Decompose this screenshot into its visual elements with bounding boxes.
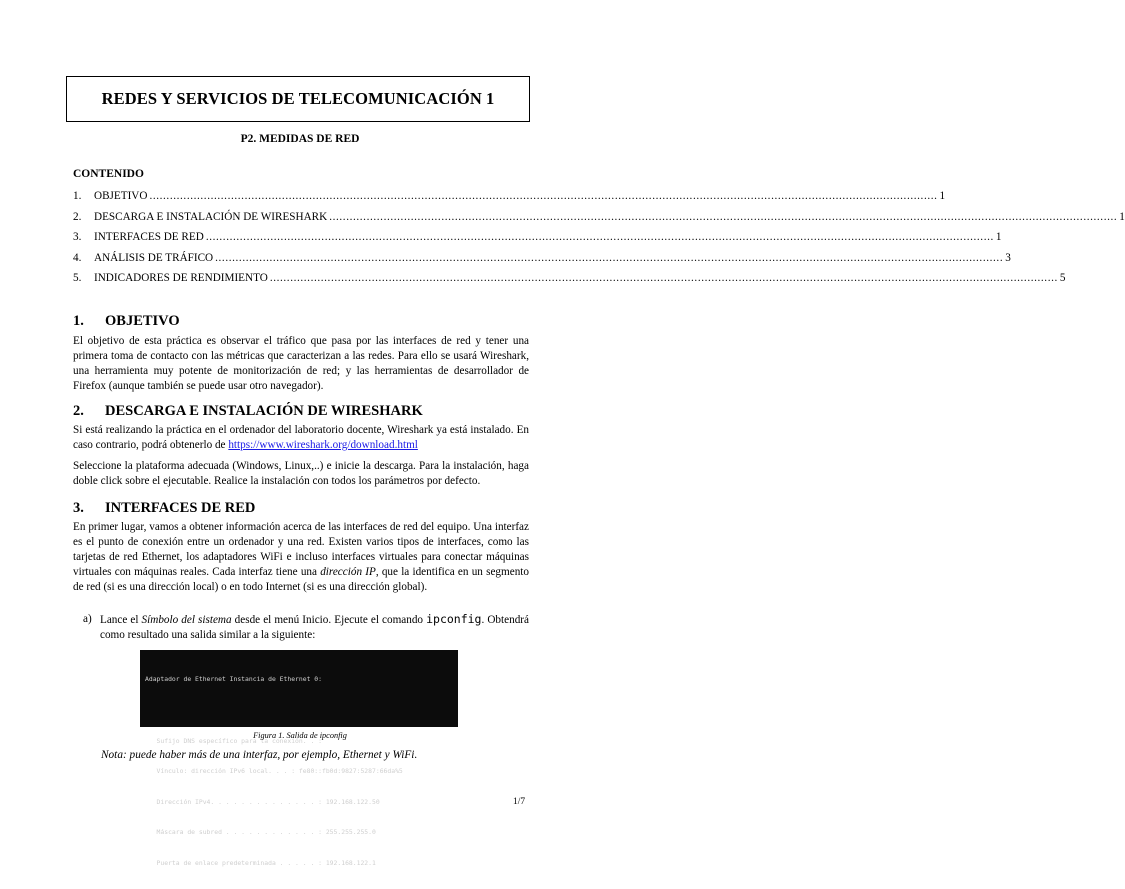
- simbolo-sistema-term: Símbolo del sistema: [141, 614, 232, 626]
- step-text-2: desde el menú Inicio. Ejecute el comando: [231, 614, 427, 626]
- section-heading-descarga: [73, 403, 423, 420]
- toc-entry-label: OBJETIVO: [94, 190, 148, 202]
- document-subtitle: P2. MEDIDAS DE RED: [240, 133, 360, 145]
- page-number: 1/7: [513, 797, 526, 807]
- toc-entry-number: 4.: [73, 251, 82, 264]
- ipconfig-command: ipconfig: [426, 612, 482, 626]
- section-title: INTERFACES DE RED: [105, 500, 256, 516]
- step-text-3: . Obtendrá como resultado una salida similar a la siguiente:: [100, 614, 529, 641]
- toc-entry-number: 1.: [73, 190, 82, 202]
- descarga-text: Si está realizando la práctica en el ordenador del laboratorio docente, Wireshark ya está instalado. En caso contrario, podrá obtenerlo de: [73, 424, 529, 451]
- toc-entry-label: INDICADORES DE RENDIMIENTO: [94, 272, 268, 284]
- toc-entry-number: 3.: [73, 231, 82, 243]
- console-line: Adaptador de Ethernet Instancia de Ethernet 0:: [145, 675, 322, 684]
- console-line: Puerta de enlace predeterminada . . . . . : 192.168.122.1: [145, 859, 376, 868]
- toc-leader-dots: [270, 272, 1058, 284]
- toc-entry-number: 2.: [73, 210, 82, 223]
- objetivo-paragraph: El objetivo de esta práctica es observar el tráfico que pasa por las interfaces de red y tener una primera toma de contacto con las métricas que caracterizan a las redes. Para ello se usará Wireshark, una herramienta muy potente de monitorización de red; y las herramientas de desarrollador de Firefox (aunque también se puede usar otro navegador).: [73, 335, 529, 392]
- section-heading-interfaces: [73, 500, 255, 517]
- toc-entry-page: 1: [939, 190, 946, 202]
- toc-entry-indicadores[interactable]: [73, 272, 1066, 293]
- toc-entry-number: 5.: [73, 272, 82, 284]
- toc-entry-label: INTERFACES DE RED: [94, 231, 204, 243]
- section-number: 2.: [73, 403, 84, 419]
- document-title: REDES Y SERVICIOS DE TELECOMUNICACIÓN 1: [66, 76, 530, 122]
- section-title: DESCARGA E INSTALACIÓN DE WIRESHARK: [105, 403, 423, 419]
- toc-leader-dots: [206, 231, 994, 243]
- toc-entry-label: DESCARGA E INSTALACIÓN DE WIRESHARK: [94, 210, 328, 223]
- toc-entry-descarga[interactable]: [73, 210, 1125, 232]
- step-a: [83, 612, 529, 643]
- toc-leader-dots: [329, 211, 1117, 223]
- console-line: [145, 705, 453, 715]
- console-line: Máscara de subred . . . . . . . . . . . . : 255.255.255.0: [145, 828, 376, 837]
- section-heading-objetivo: [73, 313, 180, 330]
- toc-leader-dots: [215, 252, 1003, 264]
- toc-entry-page: 3: [1005, 251, 1011, 264]
- toc-entry-label: ANÁLISIS DE TRÁFICO: [94, 251, 214, 264]
- console-line: Vínculo: dirección IPv6 local. . . : fe80::fb0d:9827:5287:66da%5: [145, 767, 403, 776]
- descarga-paragraph: [73, 423, 529, 453]
- figure-caption: Figura 1. Salida de ipconfig: [253, 731, 347, 740]
- toc-entry-page: 1: [995, 231, 1002, 243]
- console-line: Sufijo DNS específico para la conexión. . :: [145, 736, 322, 745]
- ip-address-term: dirección IP: [320, 566, 376, 578]
- section-title: OBJETIVO: [105, 313, 180, 329]
- toc-entry-analisis[interactable]: [73, 251, 1011, 273]
- instalacion-paragraph: Seleccione la plataforma adecuada (Windows, Linux,..) e inicie la descarga. Para la instalación, haga doble click sobre el ejecutable. Realice la instalación con todos los parámetros por defecto.: [73, 460, 529, 487]
- toc-entry-page: 1: [1119, 210, 1125, 223]
- wireshark-download-link[interactable]: https://www.wireshark.org/download.html: [228, 439, 418, 451]
- toc-entry-interfaces[interactable]: [73, 231, 1002, 252]
- toc-entry-objetivo[interactable]: [73, 190, 946, 211]
- step-letter: a): [83, 613, 92, 625]
- section-number: 3.: [73, 500, 84, 516]
- toc-entry-page: 5: [1059, 272, 1066, 284]
- interfaces-text-b: , que la identifica en un segmento de red (si es una dirección local) o en todo Internet (si es una dirección global).: [73, 566, 529, 593]
- step-text-1: Lance el: [100, 614, 142, 626]
- step-text: [100, 612, 529, 643]
- console-line: Dirección IPv4. . . . . . . . . . . . . . : 192.168.122.50: [145, 797, 380, 806]
- toc-heading: CONTENIDO: [73, 168, 144, 180]
- table-of-contents: [73, 190, 1125, 293]
- section-number: 1.: [73, 313, 84, 329]
- interfaces-paragraph: [73, 520, 529, 595]
- interfaces-note: Nota: puede haber más de una interfaz, por ejemplo, Ethernet y WiFi.: [101, 749, 418, 761]
- interfaces-text-a: En primer lugar, vamos a obtener información acerca de las interfaces de red del equipo. Una interfaz es el punto de conexión entre un ordenador y una red. Existen varios tipos de interfaces, como las tarjetas de red Ethernet, los adaptadores WiFi e incluso interfaces virtuales para conectar máquinas virtuales con máquinas reales. Cada interfaz tiene una: [73, 521, 529, 578]
- toc-leader-dots: [149, 190, 937, 202]
